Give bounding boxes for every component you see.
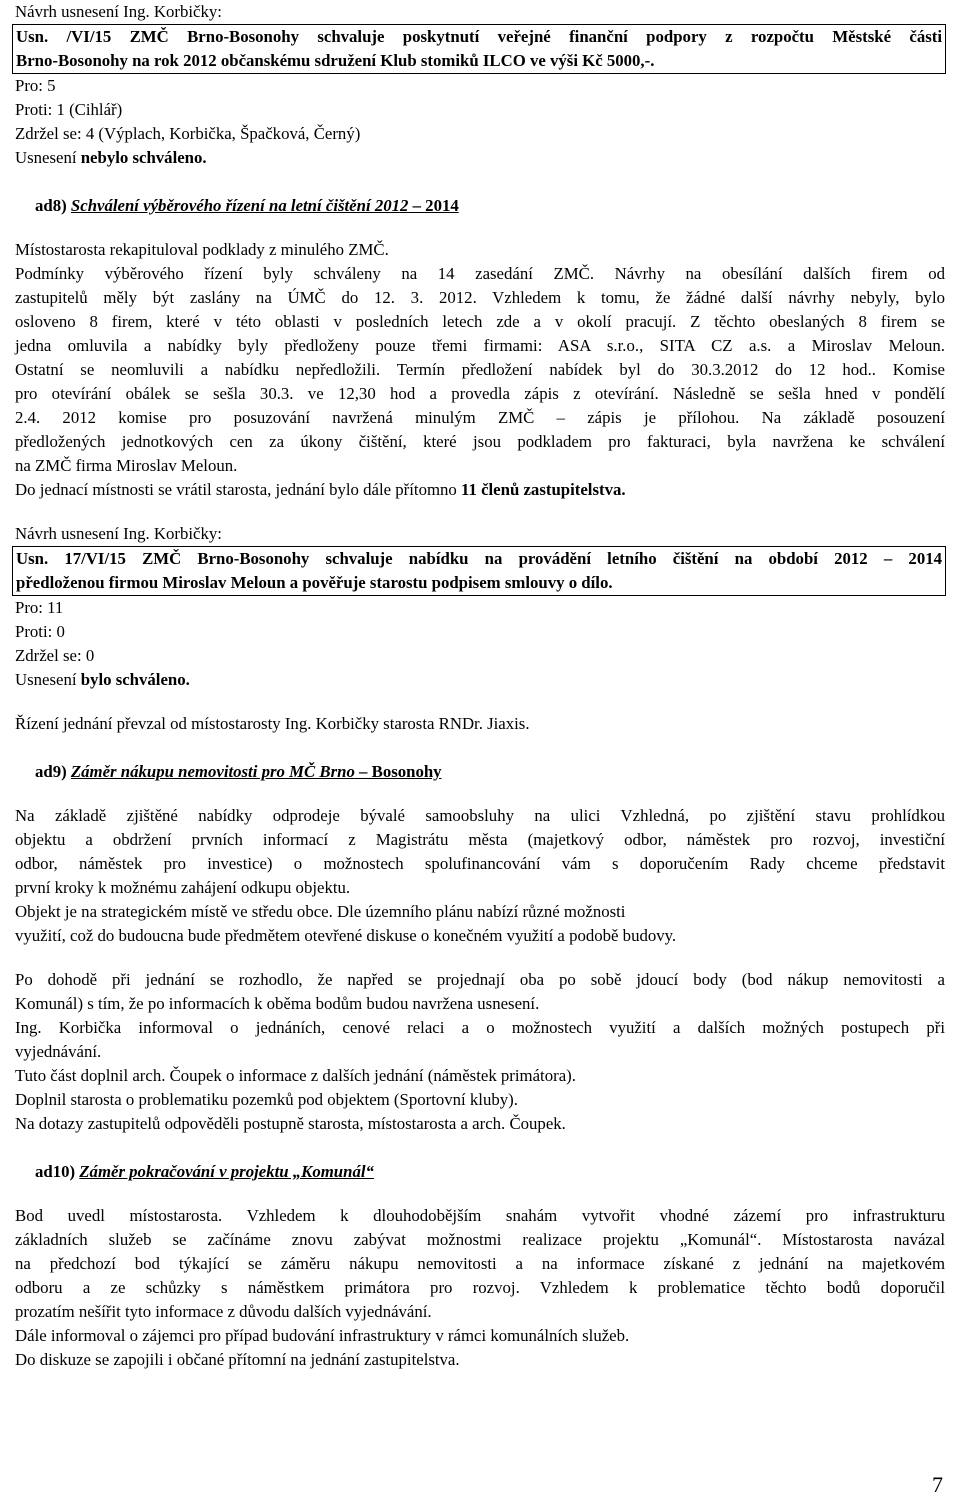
text-line: pro otevírání obálek se sešla 30.3. ve 12,30 hod a provedla zápis z otevírání. Následně se sešla hned v pondělí bbox=[15, 384, 945, 403]
text-line: Tuto část doplnil arch. Čoupek o informace z dalších jednání (náměstek primátora). bbox=[15, 1066, 576, 1085]
text-line: Po dohodě při jednání se rozhodlo, že napřed se projednají oba po sobě jdoucí body (bod nákup nemovitosti a bbox=[15, 970, 945, 989]
return-prefix: Do jednací místnosti se vrátil starosta, jednání bylo dále přítomno bbox=[15, 480, 462, 499]
text-line: Komunál) s tím, že po informacích k oběma bodům budou navržena usnesení. bbox=[15, 994, 540, 1013]
result-prefix: Usnesení bbox=[15, 670, 81, 689]
text-line: odboru a ze schůzky s náměstkem primátora pro rozvoj. Vzhledem k problematice těchto bodů doporučil bbox=[15, 1278, 945, 1297]
text-line: zastupitelů měly být zaslány na ÚMČ do 12. 3. 2012. Vzhledem k tomu, že žádné další návrhy nebyly, bylo bbox=[15, 288, 945, 307]
resolution-box-2 bbox=[12, 546, 946, 596]
document-page bbox=[15, 0, 945, 1372]
text-line: 2.4. 2012 komise pro posuzování navržená minulým ZMČ – zápis je přílohou. Na základě posouzení bbox=[15, 408, 945, 427]
text-line: Bod uvedl místostarosta. Vzhledem k dlouhodobějším snahám vytvořit vhodné zázemí pro infrastrukturu bbox=[15, 1206, 945, 1225]
text-line: objektu a obdržení prvních informací z Magistrátu města (majetkový odbor, náměstek pro rozvoj, investiční bbox=[15, 830, 945, 849]
result-value: nebylo schváleno. bbox=[80, 148, 207, 167]
text-line: na předchozí bod týkající se záměru nákupu nemovitosti a na informace získané z jednání na majetkovém bbox=[15, 1254, 945, 1273]
text-line: Doplnil starosta o problematiku pozemků pod objektem (Sportovní kluby). bbox=[15, 1090, 518, 1109]
section-title: Schválení výběrového řízení na letní čištění 2012 bbox=[70, 196, 409, 215]
vote-for: Pro: 5 bbox=[15, 76, 56, 95]
text-line: Místostarosta rekapituloval podklady z minulého ZMČ. bbox=[15, 240, 389, 259]
section-title: Záměr pokračování v projektu „Komunál“ bbox=[79, 1162, 374, 1181]
return-note bbox=[15, 478, 945, 502]
proposal-label: Návrh usnesení Ing. Korbičky: bbox=[15, 524, 222, 543]
section-body-ad9-p1 bbox=[15, 804, 945, 948]
section-heading-ad9 bbox=[15, 760, 945, 784]
vote-against: Proti: 1 (Cihlář) bbox=[15, 100, 123, 119]
section-body-ad8 bbox=[15, 238, 945, 478]
section-heading-ad8 bbox=[15, 194, 945, 218]
section-title-rest: – 2014 bbox=[408, 196, 459, 215]
text-line: Na dotazy zastupitelů odpověděli postupně starosta, místostarosta a arch. Čoupek. bbox=[15, 1114, 566, 1133]
vote-against: Proti: 0 bbox=[15, 622, 65, 641]
resolution-box-1 bbox=[12, 24, 946, 74]
proposal-label: Návrh usnesení Ing. Korbičky: bbox=[15, 2, 222, 21]
section-title-rest: – Bosonohy bbox=[354, 762, 442, 781]
section-title: Záměr nákupu nemovitosti pro MČ Brno bbox=[70, 762, 355, 781]
section-body-ad10 bbox=[15, 1204, 945, 1372]
text-line: odbor, náměstek pro investice) o možnostech spolufinancování vám s doporučením Rady chceme představit bbox=[15, 854, 945, 873]
text-line: první kroky k možnému zahájení odkupu objektu. bbox=[15, 878, 351, 897]
text-line: Podmínky výběrového řízení byly schváleny na 14 zasedání ZMČ. Návrhy na obesílání dalších firem od bbox=[15, 264, 945, 283]
text-line: Ostatní se neomluvili a nabídku nepředložili. Termín předložení nabídek byl do 30.3.2012 do 12 hod.. Komise bbox=[15, 360, 945, 379]
section-number: ad9) bbox=[35, 762, 67, 781]
text-line: Objekt je na strategickém místě ve středu obce. Dle územního plánu nabízí různé možnosti bbox=[15, 902, 626, 921]
vote-result bbox=[15, 668, 945, 692]
text-line: základních služeb se začínáme znovu zabývat možnostmi realizace projektu „Komunál“. Místostarosta navázal bbox=[15, 1230, 945, 1249]
text-line: osloveno 8 firem, které v této oblasti v posledních letech zde a v okolí pracují. Z těchto obeslaných 8 firem se bbox=[15, 312, 945, 331]
text-line: prozatím nešířit tyto informace z důvodu dalších vyjednávání. bbox=[15, 1302, 432, 1321]
resolution-line: Usn. /VI/15 ZMČ Brno-Bosonohy schvaluje poskytnutí veřejné finanční podpory z rozpočtu Městské části bbox=[16, 27, 942, 46]
section-heading-ad10 bbox=[15, 1160, 945, 1184]
text-line: využití, což do budoucna bude předmětem otevřené diskuse o konečném využití a podobě budovy. bbox=[15, 926, 677, 945]
text-line: Ing. Korbička informoval o jednáních, cenové relaci a o možnostech využití a dalších možných postupech při bbox=[15, 1018, 945, 1037]
text-line: jedna omluvila a nabídky byly předloženy pouze třemi firmami: ASA s.r.o., SITA CZ a.s. a Miroslav Meloun. bbox=[15, 336, 945, 355]
vote-abstain: Zdržel se: 0 bbox=[15, 646, 95, 665]
resolution-line: Brno-Bosonohy na rok 2012 občanskému sdružení Klub stomiků ILCO ve výši Kč 5000,-. bbox=[16, 51, 655, 70]
return-bold: 11 členů zastupitelstva. bbox=[461, 480, 626, 499]
vote-for: Pro: 11 bbox=[15, 598, 64, 617]
text-line: Dále informoval o zájemci pro případ budování infrastruktury v rámci komunálních služeb. bbox=[15, 1326, 630, 1345]
text-line: předložených jednotkových cen za úkony čištění, které jsou podkladem pro fakturaci, byla navržena ke schválení bbox=[15, 432, 945, 451]
page-number: 7 bbox=[932, 1472, 943, 1497]
result-value: bylo schváleno. bbox=[80, 670, 190, 689]
resolution-line: Usn. 17/VI/15 ZMČ Brno-Bosonohy schvaluje nabídku na provádění letního čištění na období 2012 – 2014 bbox=[16, 549, 942, 568]
resolution-line: předloženou firmou Miroslav Meloun a pověřuje starostu podpisem smlouvy o dílo. bbox=[16, 573, 613, 592]
vote-result bbox=[15, 146, 945, 170]
text-line: Do diskuze se zapojili i občané přítomní na jednání zastupitelstva. bbox=[15, 1350, 460, 1369]
result-prefix: Usnesení bbox=[15, 148, 81, 167]
section-number: ad10) bbox=[35, 1162, 76, 1181]
text-line: na ZMČ firma Miroslav Meloun. bbox=[15, 456, 238, 475]
handover-note: Řízení jednání převzal od místostarosty Ing. Korbičky starosta RNDr. Jiaxis. bbox=[15, 714, 530, 733]
vote-abstain: Zdržel se: 4 (Výplach, Korbička, Špačková, Černý) bbox=[15, 124, 361, 143]
section-body-ad9-p2 bbox=[15, 968, 945, 1136]
text-line: Na základě zjištěné nabídky odprodeje bývalé samoobsluhy na ulici Vzhledná, po zjištění stavu prohlídkou bbox=[15, 806, 945, 825]
text-line: vyjednávání. bbox=[15, 1042, 102, 1061]
section-number: ad8) bbox=[35, 196, 67, 215]
